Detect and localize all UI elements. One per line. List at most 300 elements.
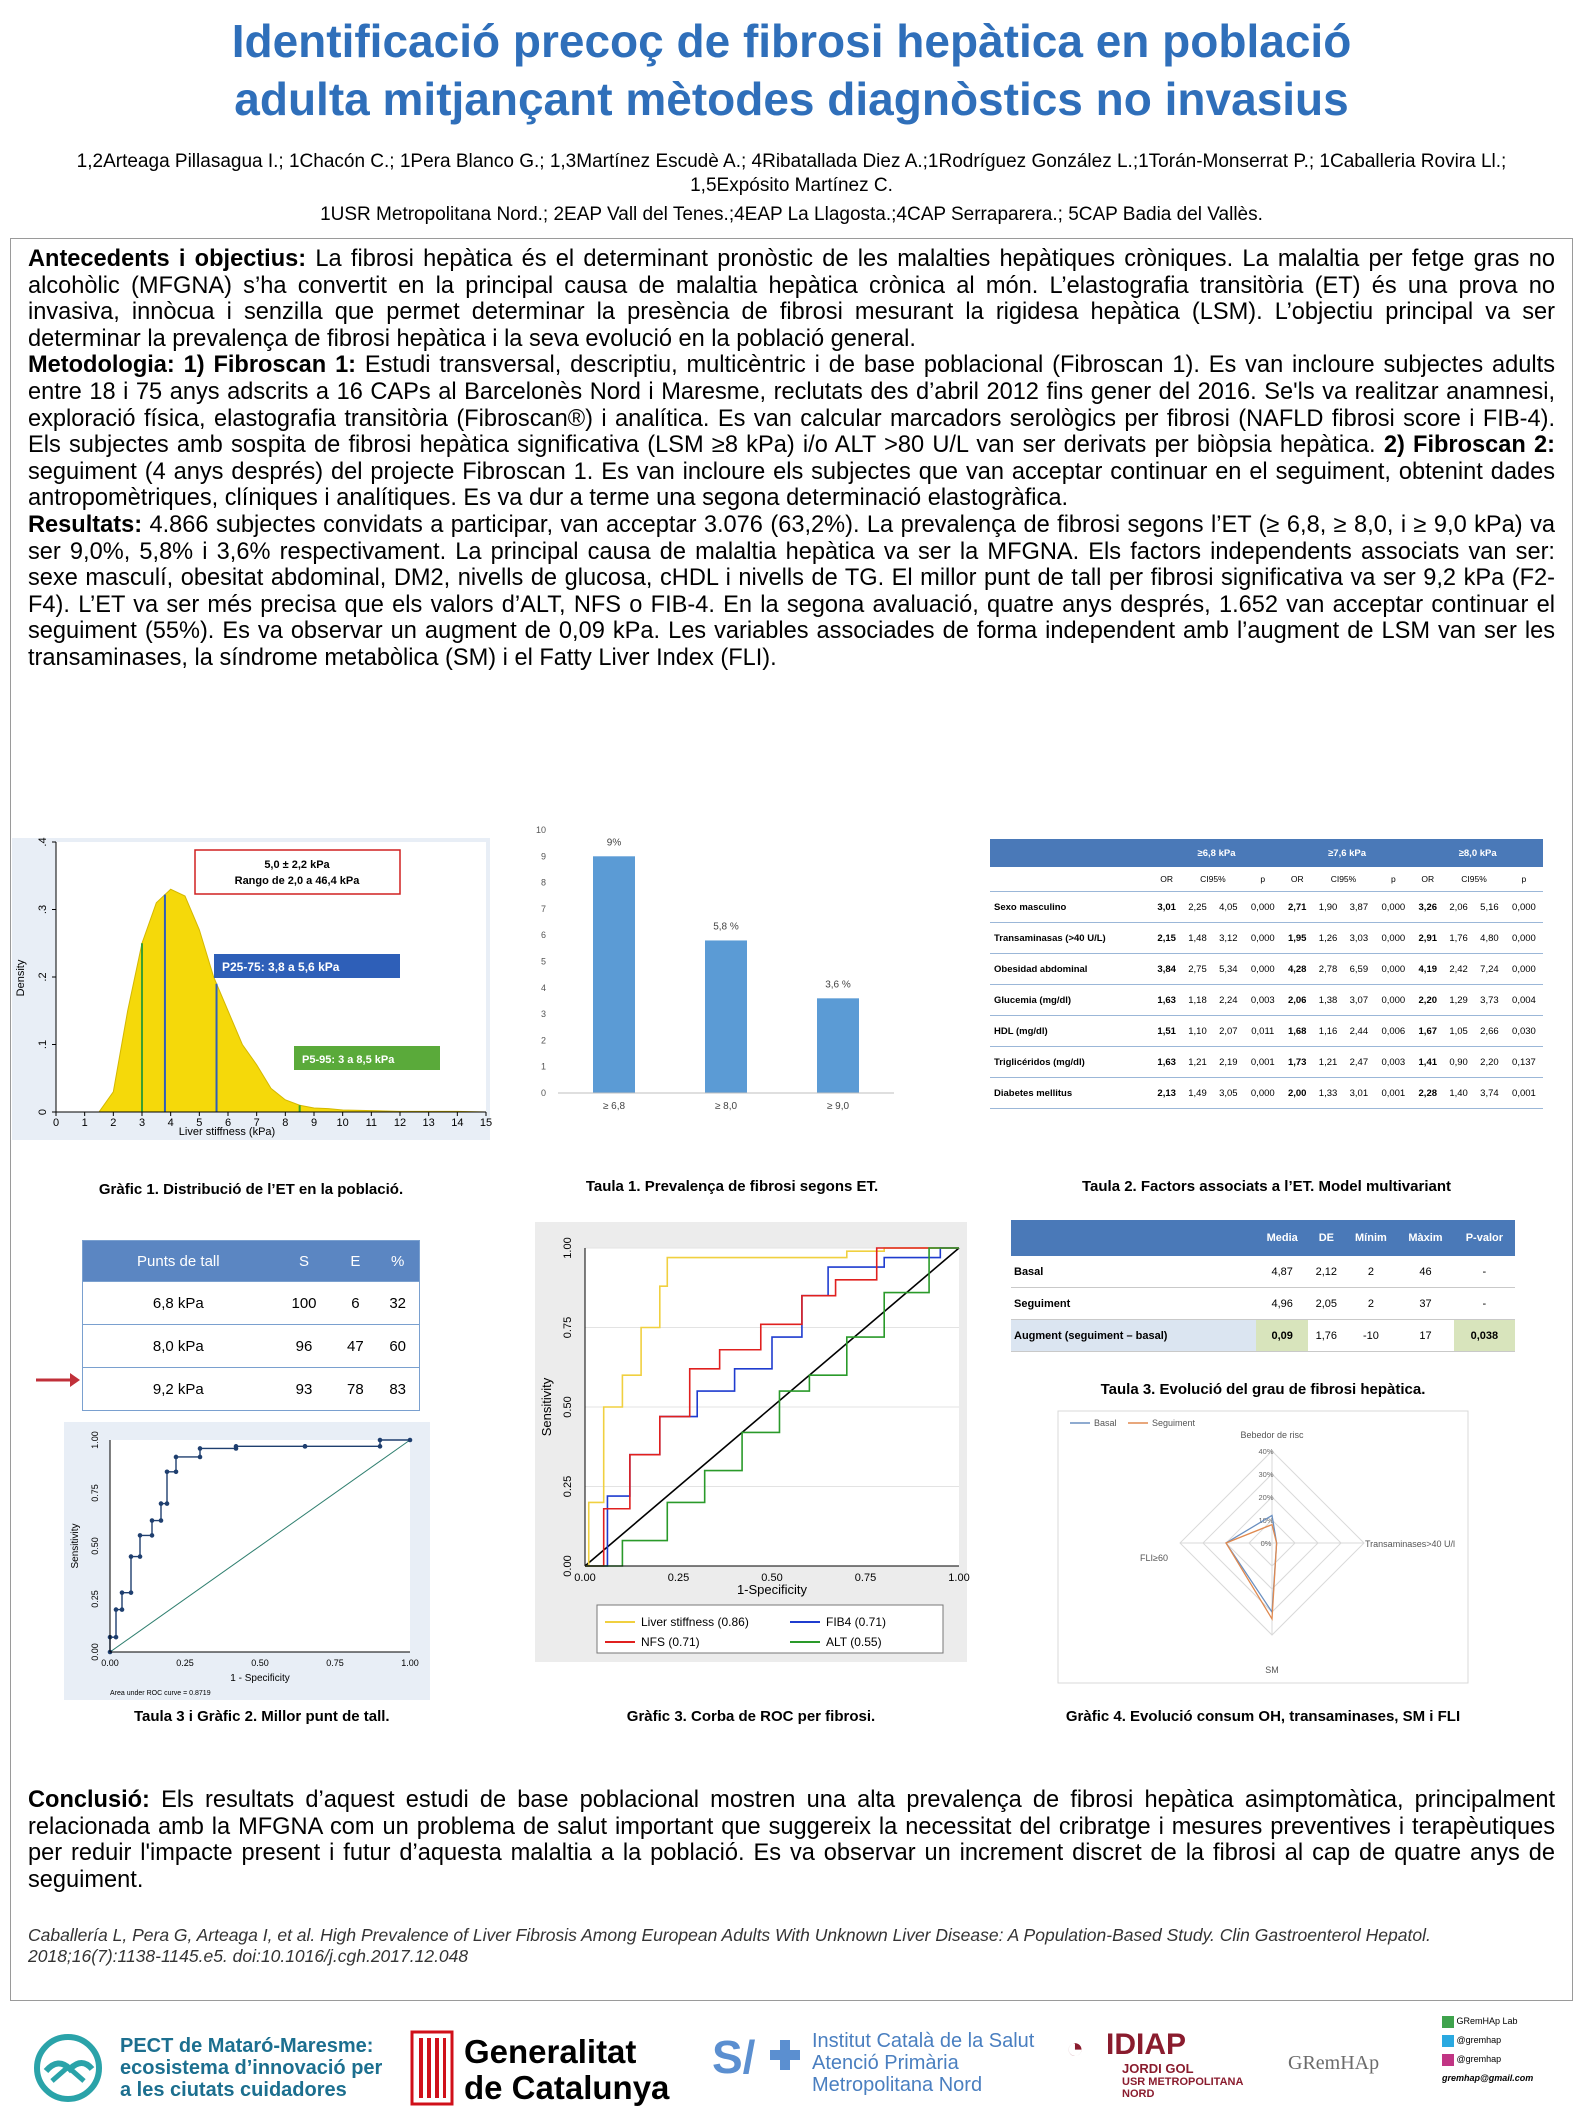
x-tick-label: 3 bbox=[138, 1117, 146, 1129]
table-cell: 5,16 bbox=[1474, 892, 1505, 923]
legend-label-liver: Liver stiffness (0.86) bbox=[641, 1615, 749, 1629]
x-tick-label: 11 bbox=[365, 1117, 378, 1129]
table-cell: 2,42 bbox=[1443, 954, 1474, 985]
roc-single-y-label: Sensitivity bbox=[70, 1523, 81, 1569]
legend-label-basal: Basal bbox=[1094, 1418, 1117, 1428]
table-cell: 1,18 bbox=[1182, 985, 1213, 1016]
t2-body bbox=[990, 892, 1543, 1109]
table-cell: 3,74 bbox=[1474, 1078, 1505, 1109]
roc-point bbox=[159, 1501, 164, 1506]
roc-point bbox=[378, 1444, 383, 1449]
y-tick-label: 0.00 bbox=[90, 1643, 100, 1661]
roc-point bbox=[198, 1455, 203, 1460]
t3-cell: - bbox=[1454, 1288, 1515, 1320]
density-summary-range: Rango de 2,0 a 46,4 kPa bbox=[234, 875, 360, 887]
cut-cell: 83 bbox=[376, 1368, 419, 1411]
idiap-usr: USR METROPOLITANA bbox=[1122, 2076, 1244, 2088]
table-row bbox=[83, 1368, 420, 1411]
table-cell: 0,006 bbox=[1374, 1016, 1412, 1047]
bar bbox=[817, 998, 859, 1093]
t3-header: Mínim bbox=[1345, 1220, 1398, 1256]
table-cell: 2,20 bbox=[1474, 1047, 1505, 1078]
table-row bbox=[990, 985, 1543, 1016]
roc-point bbox=[174, 1470, 179, 1475]
bar-value-label: 5,8 % bbox=[713, 921, 739, 933]
table-cell: 3,12 bbox=[1213, 923, 1244, 954]
table-cell: 0,030 bbox=[1505, 1016, 1543, 1047]
antecedents-paragraph bbox=[28, 246, 1555, 352]
y-tick-label: 6 bbox=[540, 930, 546, 941]
social-lab[interactable] bbox=[1442, 2012, 1582, 2031]
radar-ring-label: 0% bbox=[1260, 1539, 1272, 1548]
cut-cell: 32 bbox=[376, 1282, 419, 1325]
bar-value-label: 3,6 % bbox=[825, 979, 851, 991]
ics-line-2: Atenció Primària bbox=[812, 2052, 959, 2074]
table-cell: 2,66 bbox=[1474, 1016, 1505, 1047]
y-tick-label: 0.25 bbox=[562, 1475, 574, 1498]
x-tick-label: 0.50 bbox=[761, 1572, 783, 1584]
cut-cell: 60 bbox=[376, 1325, 419, 1368]
pect-line-2: ecosistema d’innovació per bbox=[120, 2057, 383, 2079]
density-summary-mean: 5,0 ± 2,2 kPa bbox=[264, 859, 330, 871]
table-cell: 2,19 bbox=[1213, 1047, 1244, 1078]
legend-label-alt: ALT (0.55) bbox=[826, 1635, 882, 1649]
table-cell: 0,001 bbox=[1374, 1078, 1412, 1109]
table-cell: 0,003 bbox=[1244, 985, 1282, 1016]
x-tick-label: 4 bbox=[167, 1117, 174, 1129]
abstract bbox=[28, 246, 1555, 672]
roc-point bbox=[198, 1446, 203, 1451]
table-cell: 0,003 bbox=[1374, 1047, 1412, 1078]
table-cell: 1,16 bbox=[1313, 1016, 1344, 1047]
cut-header: Punts de tall bbox=[83, 1241, 274, 1282]
row-label: Transaminasas (>40 U/L) bbox=[990, 923, 1151, 954]
roc-point bbox=[129, 1590, 134, 1595]
social-twitter[interactable] bbox=[1442, 2031, 1582, 2050]
roc-point bbox=[378, 1438, 383, 1443]
y-tick-label: 4 bbox=[540, 982, 546, 993]
table-cell: 6,59 bbox=[1343, 954, 1374, 985]
x-tick-label: 2 bbox=[110, 1117, 117, 1129]
t2-group-header: ≥8,0 kPa bbox=[1412, 839, 1543, 867]
table-cell: 0,000 bbox=[1374, 985, 1412, 1016]
t3-cell: Augment (seguiment – basal) bbox=[1011, 1320, 1256, 1352]
table1-caption: Taula 1. Prevalença de fibrosi segons ET. bbox=[585, 1178, 879, 1195]
cut-header: S bbox=[274, 1241, 335, 1282]
cut-cell: 100 bbox=[274, 1282, 335, 1325]
instagram-icon bbox=[1442, 2054, 1454, 2066]
table-cell: 3,07 bbox=[1343, 985, 1374, 1016]
x-tick-label: 9 bbox=[310, 1117, 318, 1129]
table-cell: 1,29 bbox=[1443, 985, 1474, 1016]
pect-logo bbox=[28, 2033, 388, 2103]
row-label: Diabetes mellitus bbox=[990, 1078, 1151, 1109]
antecedents-text: La fibrosi hepàtica és el determinant pronòstic de les malalties hepàtiques cròniques. La malaltia per fetge gras no alcohòlic (MFGNA) s’ha convertit en la principal causa de malaltia hepàtica crònica al món. L’elastografia transitòria (ET) és una prova no invasiva, innòcua i senzilla que permet determinar la presència de fibrosi mesurant la rigidesa hepàtica (LSM). L’objectiu principal va ser determinar la prevalença de fibrosi hepàtica i la seva evolució en la població general. bbox=[28, 246, 1555, 352]
graph2-caption: Taula 3 i Gràfic 2. Millor punt de tall. bbox=[134, 1708, 390, 1725]
table-cell: 3,73 bbox=[1474, 985, 1505, 1016]
table-row bbox=[990, 954, 1543, 985]
roc-point bbox=[120, 1607, 125, 1612]
social-instagram-label: @gremhap bbox=[1456, 2054, 1502, 2064]
x-tick-label: 1.00 bbox=[948, 1572, 970, 1584]
p25-75-label: P25-75: 3,8 a 5,6 kPa bbox=[222, 960, 340, 974]
ics-line-3: Metropolitana Nord bbox=[812, 2074, 983, 2096]
y-tick-label: .2 bbox=[37, 972, 49, 982]
roc-single-x-label: 1 - Specificity bbox=[230, 1673, 290, 1684]
table-cell: 1,21 bbox=[1182, 1047, 1213, 1078]
table-cell: 2,24 bbox=[1213, 985, 1244, 1016]
table-row bbox=[1011, 1256, 1515, 1288]
legend-label-seguiment: Seguiment bbox=[1152, 1418, 1196, 1428]
table-cell: 4,80 bbox=[1474, 923, 1505, 954]
t2-group-header: ≥7,6 kPa bbox=[1282, 839, 1413, 867]
roc-point bbox=[138, 1554, 143, 1559]
table-cell: 1,51 bbox=[1151, 1016, 1182, 1047]
y-tick-label: 9 bbox=[540, 851, 546, 862]
roc-point bbox=[150, 1518, 155, 1523]
y-tick-label: .3 bbox=[37, 904, 49, 915]
roc-point bbox=[114, 1607, 119, 1612]
y-tick-label: 1.00 bbox=[90, 1431, 100, 1449]
authors: 1,2Arteaga Pillasagua I.; 1Chacón C.; 1Pera Blanco G.; 1,3Martínez Escudè A.; 4Ribatallada Diez A.;1Rodríguez González L.;1Torán-Monserrat P.; 1Caballeria Rovira Ll.; 1,5Expósito Martínez C. bbox=[76, 151, 1507, 196]
x-tick-label: 0.00 bbox=[574, 1572, 596, 1584]
evolution-table bbox=[1011, 1220, 1515, 1352]
metodologia-paragraph bbox=[28, 352, 1555, 512]
table-cell: 7,24 bbox=[1474, 954, 1505, 985]
y-tick-label: 0 bbox=[540, 1088, 546, 1098]
table-cell: 2,75 bbox=[1182, 954, 1213, 985]
x-tick-label: 0.00 bbox=[101, 1658, 119, 1668]
pect-text bbox=[120, 2035, 382, 2101]
gencat-line-1: Generalitat bbox=[464, 2033, 637, 2070]
table-row bbox=[1011, 1288, 1515, 1320]
x-tick-label: 14 bbox=[451, 1117, 464, 1129]
t2-sub-ci: CI95% bbox=[1443, 867, 1505, 892]
conclusio-paragraph bbox=[28, 1787, 1555, 1893]
ics-logo bbox=[712, 2030, 1052, 2106]
legend-label-fib4: FIB4 (0.71) bbox=[826, 1615, 887, 1629]
cut-cell: 6 bbox=[334, 1282, 376, 1325]
table-cell: 3,01 bbox=[1343, 1078, 1374, 1109]
y-tick-label: 0 bbox=[37, 1108, 49, 1116]
y-tick-label: 0.50 bbox=[562, 1396, 574, 1418]
resultats-paragraph bbox=[28, 512, 1555, 672]
radar-axis-label-sm: SM bbox=[1265, 1665, 1279, 1675]
x-tick-label: 6 bbox=[224, 1117, 232, 1129]
x-tick-label: 8 bbox=[282, 1117, 289, 1129]
t3-cell: 2,12 bbox=[1308, 1256, 1345, 1288]
gremhap-logo bbox=[1288, 2040, 1398, 2100]
table-cell: 1,67 bbox=[1412, 1016, 1443, 1047]
table-cell: 1,48 bbox=[1182, 923, 1213, 954]
x-tick-label: 7 bbox=[253, 1117, 260, 1129]
table-cell: 0,001 bbox=[1505, 1078, 1543, 1109]
idiap-logo bbox=[1066, 2030, 1266, 2106]
table-cell: 0,011 bbox=[1244, 1016, 1282, 1047]
idiap-name: IDIAP bbox=[1106, 2028, 1187, 2061]
table-cell: 0,004 bbox=[1505, 985, 1543, 1016]
gencat-line-2: de Catalunya bbox=[464, 2069, 670, 2106]
x-tick-label: 0 bbox=[52, 1117, 60, 1129]
x-tick-label: 0.75 bbox=[326, 1658, 344, 1668]
table-cell: 3,26 bbox=[1412, 892, 1443, 923]
table-cell: 2,13 bbox=[1151, 1078, 1182, 1109]
antecedents-heading: Antecedents i objectius: bbox=[28, 246, 307, 272]
row-label: Glucemia (mg/dl) bbox=[990, 985, 1151, 1016]
t3-cell: -10 bbox=[1345, 1320, 1398, 1352]
table-cell: 2,06 bbox=[1282, 985, 1313, 1016]
y-tick-label: 3 bbox=[540, 1009, 546, 1020]
table2-caption: Taula 2. Factors associats a l’ET. Model multivariant bbox=[1081, 1178, 1451, 1195]
x-tick-label: 0.25 bbox=[176, 1658, 194, 1668]
t2-sub-p: p bbox=[1374, 867, 1412, 892]
t2-sub-p: p bbox=[1244, 867, 1282, 892]
table-cell: 4,28 bbox=[1282, 954, 1313, 985]
social-email[interactable]: gremhap@gmail.com bbox=[1442, 2073, 1534, 2083]
table-cell: 1,41 bbox=[1412, 1047, 1443, 1078]
gencat-text bbox=[464, 2034, 669, 2106]
density-x-label: Liver stiffness (kPa) bbox=[178, 1126, 276, 1138]
t3-cell: 37 bbox=[1397, 1288, 1454, 1320]
table-cell: 2,71 bbox=[1282, 892, 1313, 923]
table-cell: 3,01 bbox=[1151, 892, 1182, 923]
table-cell: 2,44 bbox=[1343, 1016, 1374, 1047]
x-tick-label: 13 bbox=[422, 1117, 435, 1129]
table-cell: 0,90 bbox=[1443, 1047, 1474, 1078]
lab-icon bbox=[1442, 2016, 1454, 2028]
roc-point bbox=[138, 1533, 143, 1538]
roc-single-auc-note: Area under ROC curve = 0.8719 bbox=[110, 1690, 211, 1697]
table-cell: 3,03 bbox=[1343, 923, 1374, 954]
table-cell: 2,28 bbox=[1412, 1078, 1443, 1109]
density-chart bbox=[12, 837, 493, 1140]
cut-cell: 47 bbox=[334, 1325, 376, 1368]
table-row bbox=[83, 1282, 420, 1325]
y-tick-label: .4 bbox=[37, 837, 49, 847]
radar-chart bbox=[1058, 1411, 1468, 1683]
roc-point bbox=[303, 1444, 308, 1449]
social-lab-label: GRemHAp Lab bbox=[1456, 2016, 1518, 2026]
table-row bbox=[1011, 1320, 1515, 1352]
y-tick-label: 0.50 bbox=[90, 1537, 100, 1555]
x-tick-label: 5 bbox=[196, 1117, 203, 1129]
poster-title bbox=[0, 12, 1583, 128]
cut-cell: 8,0 kPa bbox=[83, 1325, 274, 1368]
t3-cell: 1,76 bbox=[1308, 1320, 1345, 1352]
pect-hands-icon bbox=[28, 2033, 112, 2103]
highlight-arrow-icon bbox=[34, 1370, 80, 1390]
bar-value-label: 9% bbox=[606, 837, 622, 849]
t3-cell: - bbox=[1454, 1256, 1515, 1288]
row-label: Sexo masculino bbox=[990, 892, 1151, 923]
table-cell: 1,05 bbox=[1443, 1016, 1474, 1047]
t3-cell: Basal bbox=[1011, 1256, 1256, 1288]
table-cell: 0,137 bbox=[1505, 1047, 1543, 1078]
bar bbox=[705, 940, 747, 1093]
t3-cell: 17 bbox=[1397, 1320, 1454, 1352]
table-cell: 2,00 bbox=[1282, 1078, 1313, 1109]
table-cell: 1,63 bbox=[1151, 1047, 1182, 1078]
idiap-nord: NORD bbox=[1122, 2088, 1155, 2100]
cut-cell: 93 bbox=[274, 1368, 335, 1411]
table-row bbox=[990, 892, 1543, 923]
t3-cell: 0,038 bbox=[1454, 1320, 1515, 1352]
t2-sub-p: p bbox=[1505, 867, 1543, 892]
roc-single-chart bbox=[64, 1422, 430, 1700]
table-cell: 0,000 bbox=[1505, 923, 1543, 954]
radar-axis-label-fli: FLI≥60 bbox=[1140, 1553, 1168, 1563]
roc-point bbox=[165, 1470, 170, 1475]
table-row bbox=[990, 1016, 1543, 1047]
metodologia-text-2: seguiment (4 anys després) del projecte Fibroscan 1. Es van incloure els subjectes que van acceptar continuar en el seguiment, obtenint dades antropomètriques, clíniques i analítiques. Es va dur a terme una segona determinació elastogràfica. bbox=[28, 458, 1555, 512]
radar-axis-label-transaminases: Transaminases>40 U/l bbox=[1365, 1539, 1455, 1549]
graph4-caption: Gràfic 4. Evolució consum OH, transaminases, SM i FLI bbox=[1065, 1708, 1461, 1725]
t2-sub-or: OR bbox=[1412, 867, 1443, 892]
roc-point bbox=[408, 1438, 413, 1443]
table-cell: 0,000 bbox=[1374, 923, 1412, 954]
t2-sub-or: OR bbox=[1282, 867, 1313, 892]
table-cell: 2,91 bbox=[1412, 923, 1443, 954]
ics-cross-icon bbox=[770, 2040, 800, 2070]
resultats-heading: Resultats: bbox=[28, 511, 143, 538]
t3-header: DE bbox=[1308, 1220, 1345, 1256]
roc-multi-chart bbox=[535, 1222, 970, 1662]
multivariant-table bbox=[990, 839, 1543, 1109]
twitter-icon bbox=[1442, 2035, 1454, 2047]
table-cell: 0,001 bbox=[1244, 1047, 1282, 1078]
table-row bbox=[990, 1047, 1543, 1078]
social-twitter-label: @gremhap bbox=[1456, 2035, 1502, 2045]
table-cell: 3,87 bbox=[1343, 892, 1374, 923]
x-tick-label: 0.25 bbox=[667, 1572, 690, 1584]
t3-cell: 2 bbox=[1345, 1288, 1398, 1320]
cut-cell: 96 bbox=[274, 1325, 335, 1368]
table-cell: 2,07 bbox=[1213, 1016, 1244, 1047]
table-cell: 2,15 bbox=[1151, 923, 1182, 954]
row-label: Triglicéridos (mg/dl) bbox=[990, 1047, 1151, 1078]
table-cell: 2,06 bbox=[1443, 892, 1474, 923]
radar-ring-label: 20% bbox=[1258, 1493, 1274, 1502]
radar-axis-label-oh: Bebedor de risc bbox=[1240, 1430, 1304, 1440]
t3-cell: 2 bbox=[1345, 1256, 1398, 1288]
ics-line-1: Institut Català de la Salut bbox=[812, 2030, 1035, 2052]
x-tick-label: 0.75 bbox=[854, 1572, 877, 1584]
roc-point bbox=[174, 1455, 179, 1460]
table-cell: 0,000 bbox=[1244, 923, 1282, 954]
roc-point bbox=[234, 1444, 239, 1449]
density-y-label: Density bbox=[15, 959, 27, 997]
table-cell: 2,47 bbox=[1343, 1047, 1374, 1078]
y-tick-label: 2 bbox=[540, 1035, 546, 1046]
roc-point bbox=[120, 1590, 125, 1595]
table-cell: 4,19 bbox=[1412, 954, 1443, 985]
ics-mark-icon: S/ bbox=[712, 2031, 756, 2083]
table-cell: 1,76 bbox=[1443, 923, 1474, 954]
radar-ring-label: 10% bbox=[1258, 1516, 1274, 1525]
roc-point bbox=[129, 1554, 134, 1559]
reference: Caballería L, Pera G, Arteaga I, et al. High Prevalence of Liver Fibrosis Among European Adults With Unknown Liver Disease: A Population-Based Study. Clin Gastroenterol Hepatol. 2018;16(7):1138-1145.e5. doi:10.1016/j.cgh.2017.12.048 bbox=[28, 1925, 1431, 1966]
gencat-senyera-icon bbox=[412, 2032, 452, 2104]
metodologia-text-1: Estudi transversal, descriptiu, multicèntric i de base poblacional (Fibroscan 1). Es van incloure subjectes adults entre 18 i 75 anys adscrits a 16 CAPs al Barcelonès Nord i Maresme, reclutats des d’abril 2012 fins gener del 2016. Se'ls va realitzar anamnesi, exploració física, elastografia transitòria (Fibroscan®) i analítica. Es van calcular marcadors serològics per fibrosi (NAFLD fibrosi score i FIB-4). Els subjectes amb sospita de fibrosi hepàtica significativa (LSM ≥8 kPa) i/o ALT >80 U/L van ser derivats per biòpsia hepàtica. bbox=[28, 352, 1556, 459]
table-cell: 1,26 bbox=[1313, 923, 1344, 954]
t2-sub-or: OR bbox=[1151, 867, 1182, 892]
roc-point bbox=[114, 1635, 119, 1640]
cut-header: % bbox=[376, 1241, 419, 1282]
x-tick-label: ≥ 6,8 bbox=[602, 1101, 626, 1112]
y-tick-label: 1 bbox=[540, 1061, 546, 1072]
table-cell: 1,68 bbox=[1282, 1016, 1313, 1047]
social-instagram[interactable] bbox=[1442, 2050, 1582, 2069]
conclusio-heading: Conclusió: bbox=[28, 1787, 150, 1813]
table-cell: 1,63 bbox=[1151, 985, 1182, 1016]
title-line-1: Identificació precoç de fibrosi hepàtica en població bbox=[231, 15, 1352, 67]
cut-header: E bbox=[334, 1241, 376, 1282]
pect-line-3: a les ciutats cuidadores bbox=[120, 2079, 347, 2101]
roc-point bbox=[159, 1518, 164, 1523]
metodologia-heading: Metodologia: 1) Fibroscan 1: bbox=[28, 352, 357, 379]
table-cell: 4,05 bbox=[1213, 892, 1244, 923]
y-tick-label: 7 bbox=[540, 903, 546, 914]
x-tick-label: 1 bbox=[81, 1117, 88, 1129]
idiap-jordi-gol: JORDI GOL bbox=[1122, 2061, 1194, 2076]
y-tick-label: 0.25 bbox=[90, 1590, 100, 1608]
t3-header: Màxim bbox=[1397, 1220, 1454, 1256]
y-tick-label: 8 bbox=[540, 877, 546, 888]
x-tick-label: 12 bbox=[393, 1117, 407, 1129]
x-tick-label: ≥ 9,0 bbox=[826, 1101, 850, 1112]
idiap-mark-icon: ◔ bbox=[1066, 2032, 1085, 2065]
table-row bbox=[990, 923, 1543, 954]
table3-caption: Taula 3. Evolució del grau de fibrosi hepàtica. bbox=[1100, 1381, 1426, 1398]
table-row bbox=[83, 1325, 420, 1368]
graph1-caption: Gràfic 1. Distribució de l’ET en la població. bbox=[98, 1181, 404, 1198]
row-label: Obesidad abdominal bbox=[990, 954, 1151, 985]
x-tick-label: 1.00 bbox=[401, 1658, 419, 1668]
row-label: HDL (mg/dl) bbox=[990, 1016, 1151, 1047]
title-line-2: adulta mitjançant mètodes diagnòstics no invasius bbox=[234, 73, 1349, 125]
resultats-text: 4.866 subjectes convidats a participar, van acceptar 3.076 (63,2%). La prevalença de fibrosi segons l’ET (≥ 6,8, ≥ 8,0, i ≥ 9,0 kPa) va ser 9,0%, 5,8% i 3,6% respectivament. La principal causa de malaltia hepàtica va ser la MFGNA. Els factors independents associats van ser: sexe masculí, obesitat abdominal, DM2, nivells de glucosa, cHDL i nivells de TG. El millor punt de tall per fibrosi significativa va ser 9,2 kPa (F2-F4). L’ET va ser més precisa que els valors d’ALT, NFS o FIB-4. En la segona avaluació, quatre anys després, 1.652 van acceptar continuar el seguiment (55%). Es va observar un augment de 0,09 kPa. Les variables associades de forma independent amb l’augment de LSM van ser les transaminases, la síndrome metabòlica (SM) i el Fatty Liver Index (FLI). bbox=[28, 511, 1555, 671]
legend-label-nfs: NFS (0.71) bbox=[641, 1635, 700, 1649]
table-cell: 0,000 bbox=[1505, 954, 1543, 985]
t2-group-header: ≥6,8 kPa bbox=[1151, 839, 1282, 867]
table-cell: 3,05 bbox=[1213, 1078, 1244, 1109]
t3-cell: 46 bbox=[1397, 1256, 1454, 1288]
radar-ring-label: 40% bbox=[1258, 1447, 1274, 1456]
conclusio-text: Els resultats d’aquest estudi de base poblacional mostren una alta prevalença de fibrosi hepàtica asimptomàtica, principalment relacionada amb la MFGNA com un problema de salut important que suggereix la necessitat del cribratge i mesures preventives i terapèutiques per reduir l'impacte present i futur d’aquesta malaltia a la població. Es va observar un increment discret de la fibrosi al cap de quatre anys de seguiment. bbox=[28, 1787, 1555, 1893]
t3-cell: 4,96 bbox=[1256, 1288, 1308, 1320]
table-cell: 0,000 bbox=[1244, 892, 1282, 923]
bar bbox=[593, 856, 635, 1093]
affiliations: 1USR Metropolitana Nord.; 2EAP Vall del Tenes.;4EAP La Llagosta.;4CAP Serraparera.; 5CAP Badia del Vallès. bbox=[320, 204, 1263, 225]
cutpoint-table bbox=[82, 1240, 420, 1411]
t2-sub-blank bbox=[990, 867, 1151, 892]
table-cell: 1,49 bbox=[1182, 1078, 1213, 1109]
density-summary-box bbox=[195, 850, 400, 894]
table-cell: 0,000 bbox=[1505, 892, 1543, 923]
table-cell: 1,73 bbox=[1282, 1047, 1313, 1078]
metodologia-heading-2: 2) Fibroscan 2: bbox=[1383, 432, 1555, 459]
table-cell: 2,78 bbox=[1313, 954, 1344, 985]
t3-cell: 2,05 bbox=[1308, 1288, 1345, 1320]
table-cell: 0,000 bbox=[1244, 1078, 1282, 1109]
cut-cell: 78 bbox=[334, 1368, 376, 1411]
gremhap-logo-text: GRemHAp bbox=[1288, 2052, 1380, 2074]
table-cell: 1,10 bbox=[1182, 1016, 1213, 1047]
table-cell: 1,40 bbox=[1443, 1078, 1474, 1109]
y-tick-label: 0.75 bbox=[562, 1316, 574, 1339]
table-row bbox=[990, 1078, 1543, 1109]
table-cell: 1,38 bbox=[1313, 985, 1344, 1016]
